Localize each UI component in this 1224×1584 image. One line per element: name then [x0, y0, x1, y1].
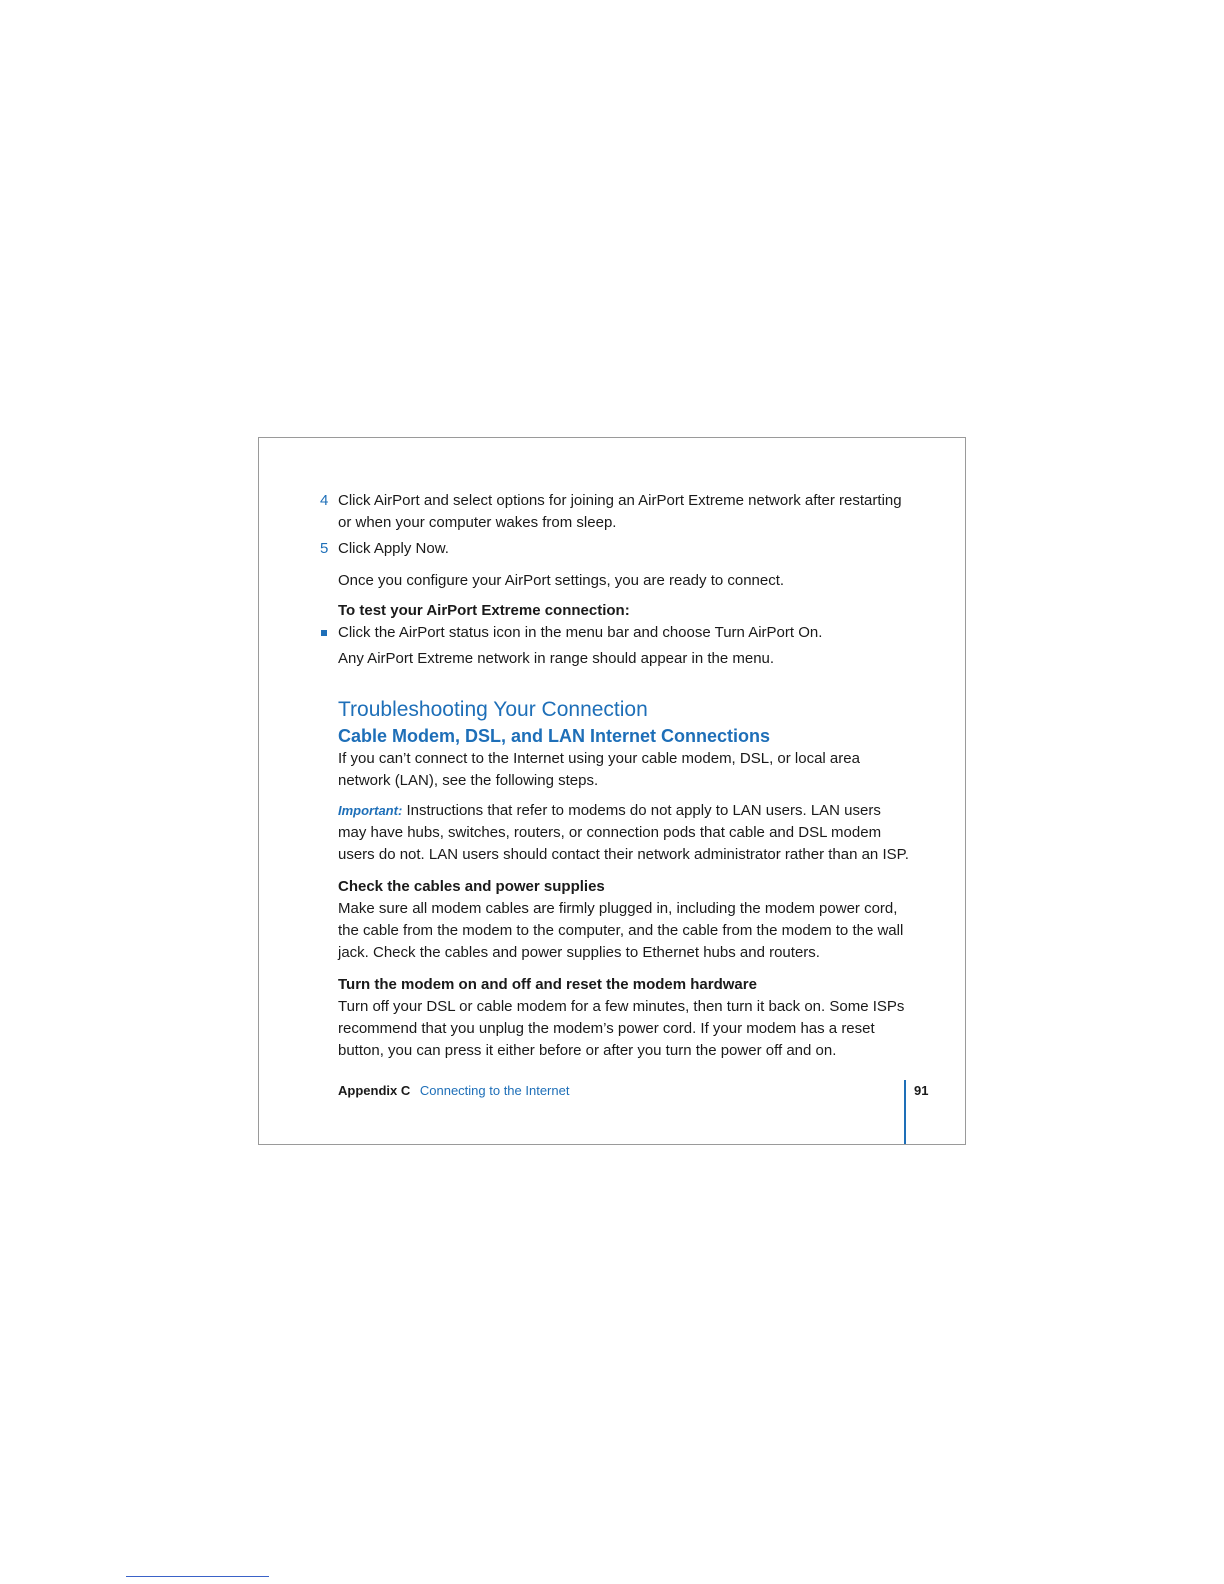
step-4: [320, 490, 910, 534]
tip-body-reset: Turn off your DSL or cable modem for a few minutes, then turn it back on. Some ISPs recommend that you unplug the modem’s power cord. If your modem has a reset button, you can press it either before or after you turn the power off and on.: [338, 998, 905, 1059]
bullet-square-icon: [321, 630, 327, 636]
page-number: 91: [914, 1083, 929, 1098]
step-text: Click AirPort and select options for joining an AirPort Extreme network after restarting or when your computer wakes from sleep.: [338, 492, 902, 531]
subsection-title: Cable Modem, DSL, and LAN Internet Connections: [338, 726, 771, 746]
footer-chapter-title: Connecting to the Internet: [419, 1083, 570, 1098]
important-text: Instructions that refer to modems do not apply to LAN users. LAN users may have hubs, switches, routers, or connection pods that cable and DSL modem users do not. LAN users should contact their network administrator rather than an ISP.: [338, 802, 909, 863]
ready-text: Once you configure your AirPort settings, you are ready to connect.: [338, 572, 785, 589]
tip-heading-cables: Check the cables and power supplies: [338, 878, 605, 895]
tip-heading-reset: Turn the modem on and off and reset the modem hardware: [338, 976, 757, 993]
bottom-link-underline: [126, 1576, 269, 1577]
test-bullet-text: Click the AirPort status icon in the menu bar and choose Turn AirPort On.: [338, 624, 823, 641]
page-content: [320, 490, 910, 1062]
step-number: 5: [320, 540, 329, 557]
important-note: [320, 800, 910, 866]
tip-body-cables: Make sure all modem cables are firmly plugged in, including the modem power cord, the cable from the modem to the computer, and the cable from the modem to the wall jack. Check the cables and power supplies to Ethernet hubs and routers.: [338, 900, 904, 961]
footer-divider: [904, 1080, 906, 1144]
footer-appendix: Appendix C: [338, 1083, 411, 1098]
test-lead: To test your AirPort Extreme connection:: [338, 602, 630, 619]
important-label: Important:: [338, 803, 403, 818]
step-number: 4: [320, 492, 329, 509]
step-5: [320, 538, 910, 560]
test-result: Any AirPort Extreme network in range should appear in the menu.: [338, 650, 775, 667]
test-bullet: [320, 622, 910, 644]
section-title: Troubleshooting Your Connection: [338, 698, 648, 721]
page-footer: [338, 1082, 569, 1100]
step-text: Click Apply Now.: [338, 540, 449, 557]
intro-text: If you can’t connect to the Internet using your cable modem, DSL, or local area network (LAN), see the following steps.: [338, 750, 860, 789]
